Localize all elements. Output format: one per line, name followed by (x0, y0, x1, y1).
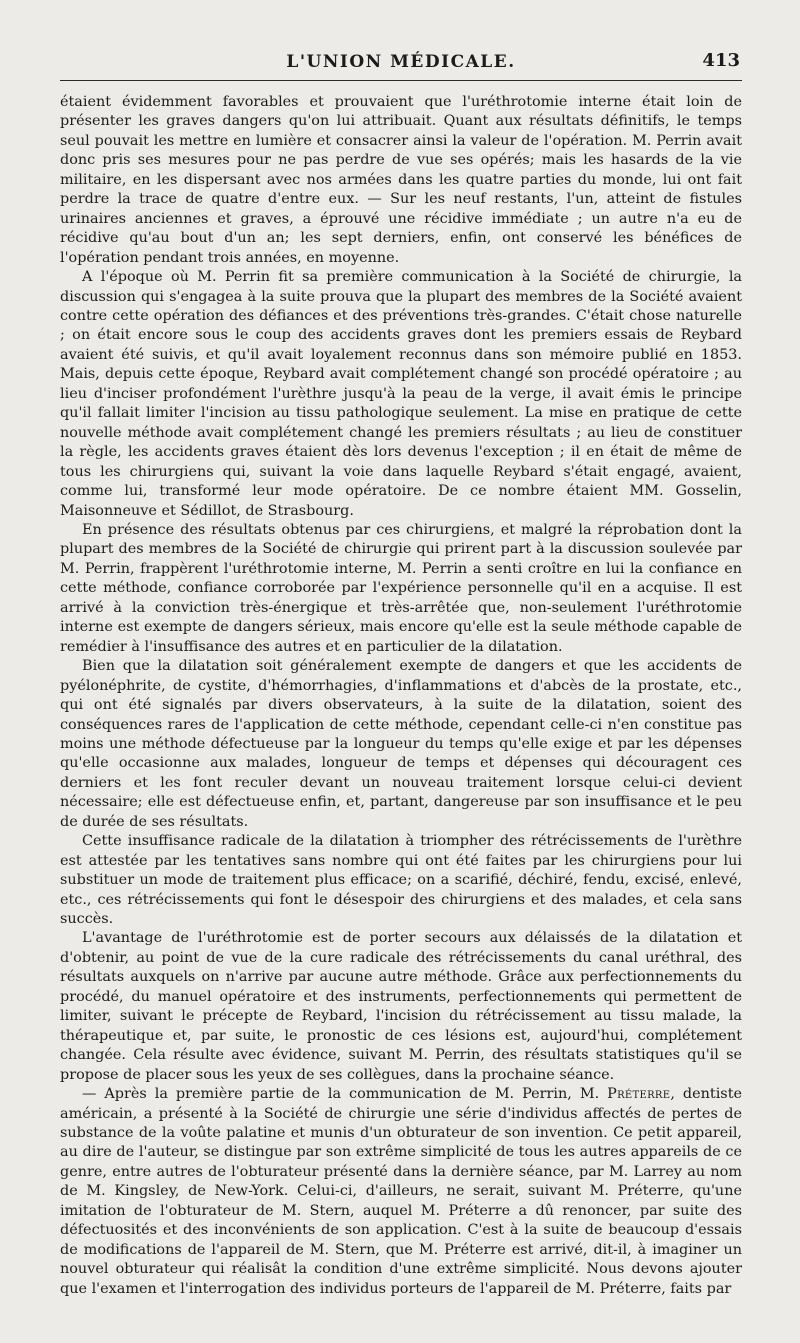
paragraph: Cette insuffisance radicale de la dilatation à triompher des rétrécissements de l'urèthre est attestée par les tentatives sans nombre qui ont été faites par les chirurgiens pour lui substituer un mode de traitement plus efficace; on a scarifié, déchiré, fendu, excisé, enlevé, etc., ces rétrécissements qui font le désespoir des chirurgiens et des malades, et cela sans succès. (60, 833, 742, 928)
paragraph-continuation: étaient évidemment favorables et prouvaient que l'uréthrotomie interne était loin de présenter les graves dangers qu'on lui attribuait. Quant aux résultats définitifs, le temps seul pouvait les mettre en lumière et consacrer ainsi la valeur de l'opération. M. Perrin avait donc pris ses mesures pour ne pas perdre de vue ses opérés; mais les hasards de la vie militaire, en les dispersant avec nos armées dans les quatre parties du monde, lui ont fait perdre la trace de quatre d'entre eux. — Sur les neuf restants, l'un, atteint de fistules urinaires anciennes et graves, a éprouvé une récidive immédiate ; un autre n'a eu de récidive qu'au bout d'un an; les sept derniers, enfin, ont conservé les bénéfices de l'opération pendant trois années, en moyenne. (60, 94, 742, 266)
text-run: — Après la première partie de la communication de M. Perrin, M. (82, 1086, 608, 1103)
paragraph: En présence des résultats obtenus par ces chirurgiens, et malgré la réprobation dont la plupart des membres de la Société de chirurgie qui prirent part à la discussion soulevée par M. Perrin, frappèrent l'uréthrotomie interne, M. Perrin a senti croître en lui la confiance en cette méthode, confiance corroborée par l'expérience personnelle qu'il en a acquise. Il est arrivé à la conviction très-énergique et très-arrêtée que, non-seulement l'uréthrotomie interne est exempte de dangers sérieux, mais encore qu'elle est la seule méthode capable de remédier à l'insuffisance des autres et en particulier de la dilatation. (60, 521, 742, 655)
journal-title: L'UNION MÉDICALE. (286, 52, 516, 72)
article-body (60, 81, 742, 1299)
paragraph: L'avantage de l'uréthrotomie est de porter secours aux délaissés de la dilatation et d'obtenir, au point de vue de la cure radicale des rétrécissements du canal uréthral, des résultats auxquels on n'arrive par aucune autre méthode. Grâce aux perfectionnements du procédé, du manuel opératoire et des instruments, perfectionnements qui permettent de limiter, suivant le précepte de Reybard, l'incision du rétrécissement au tissu malade, la thérapeutique et, par suite, le pronostic de ces lésions est, aujourd'hui, complétement changée. Cela résulte avec évidence, suivant M. Perrin, des résultats statistiques qu'il se propose de placer sous les yeux de ses collègues, dans la prochaine séance. (60, 930, 742, 1083)
page-number: 413 (702, 50, 740, 71)
running-header (60, 0, 742, 81)
paragraph: Bien que la dilatation soit généralement exempte de dangers et que les accidents de pyélonéphrite, de cystite, d'hémorrhagies, d'inflammations et d'abcès de la prostate, etc., qui ont été signalés par divers observateurs, à la suite de la dilatation, soient des conséquences rares de l'application de cette méthode, cependant celle-ci n'en constitue pas moins une méthode défectueuse par la longueur du temps qu'elle exige et par les dépenses qu'elle occasionne aux malades, longueur de temps et dépenses qui découragent ces derniers et les font reculer devant un nouveau traitement lorsque celui-ci devient nécessaire; elle est défectueuse enfin, et, partant, dangereuse par son insuffisance et le peu de durée de ses résultats. (60, 658, 742, 830)
person-name: Préterre (607, 1086, 671, 1103)
text-run: , dentiste américain, a présenté à la Société de chirurgie une série d'individus affectés de pertes de substance de la voûte palatine et munis d'un obturateur de son invention. Ce petit appareil, au dire de l'auteur, se distingue par son extrême simplicité de tous les autres appareils de ce genre, entre autres de l'obturateur présenté dans la dernière séance, par M. Larrey au nom de M. Kingsley, de New-York. Celui-ci, d'ailleurs, ne serait, suivant M. Préterre, qu'une imitation de l'obturateur de M. Stern, auquel M. Préterre a dû renoncer, par suite des défectuosités et des inconvénients de son application. C'est à la suite de beaucoup d'essais de modifications de l'appareil de M. Stern, que M. Préterre est arrivé, dit-il, à imaginer un nouvel obturateur qui réalisât la condition d'une extrême simplicité. Nous devons ajouter que l'examen et l'interrogation des individus porteurs de l'appareil de M. Préterre, faits par (60, 1086, 742, 1297)
paragraph-preterre (60, 1085, 742, 1299)
paragraph: A l'époque où M. Perrin fit sa première communication à la Société de chirurgie, la discussion qui s'engagea à la suite prouva que la plupart des membres de la Société avaient contre cette opération des défiances et des préventions très-grandes. C'était chose naturelle ; on était encore sous le coup des accidents graves dont les premiers essais de Reybard avaient été suivis, et qu'il avait loyalement reconnus dans son mémoire publié en 1853. Mais, depuis cette époque, Reybard avait complétement changé son procédé opératoire ; au lieu d'inciser profondément l'urèthre jusqu'à la peau de la verge, il avait émis le principe qu'il fallait limiter l'incision au tissu pathologique seulement. La mise en pratique de cette nouvelle méthode avait complétement changé les premiers résultats ; au lieu de constituer la règle, les accidents graves étaient dès lors devenus l'exception ; il en était de même de tous les chirurgiens qui, suivant la voie dans laquelle Reybard s'était engagé, avaient, comme lui, transformé leur mode opératoire. De ce nombre étaient MM. Gosselin, Maisonneuve et Sédillot, de Strasbourg. (60, 269, 742, 519)
